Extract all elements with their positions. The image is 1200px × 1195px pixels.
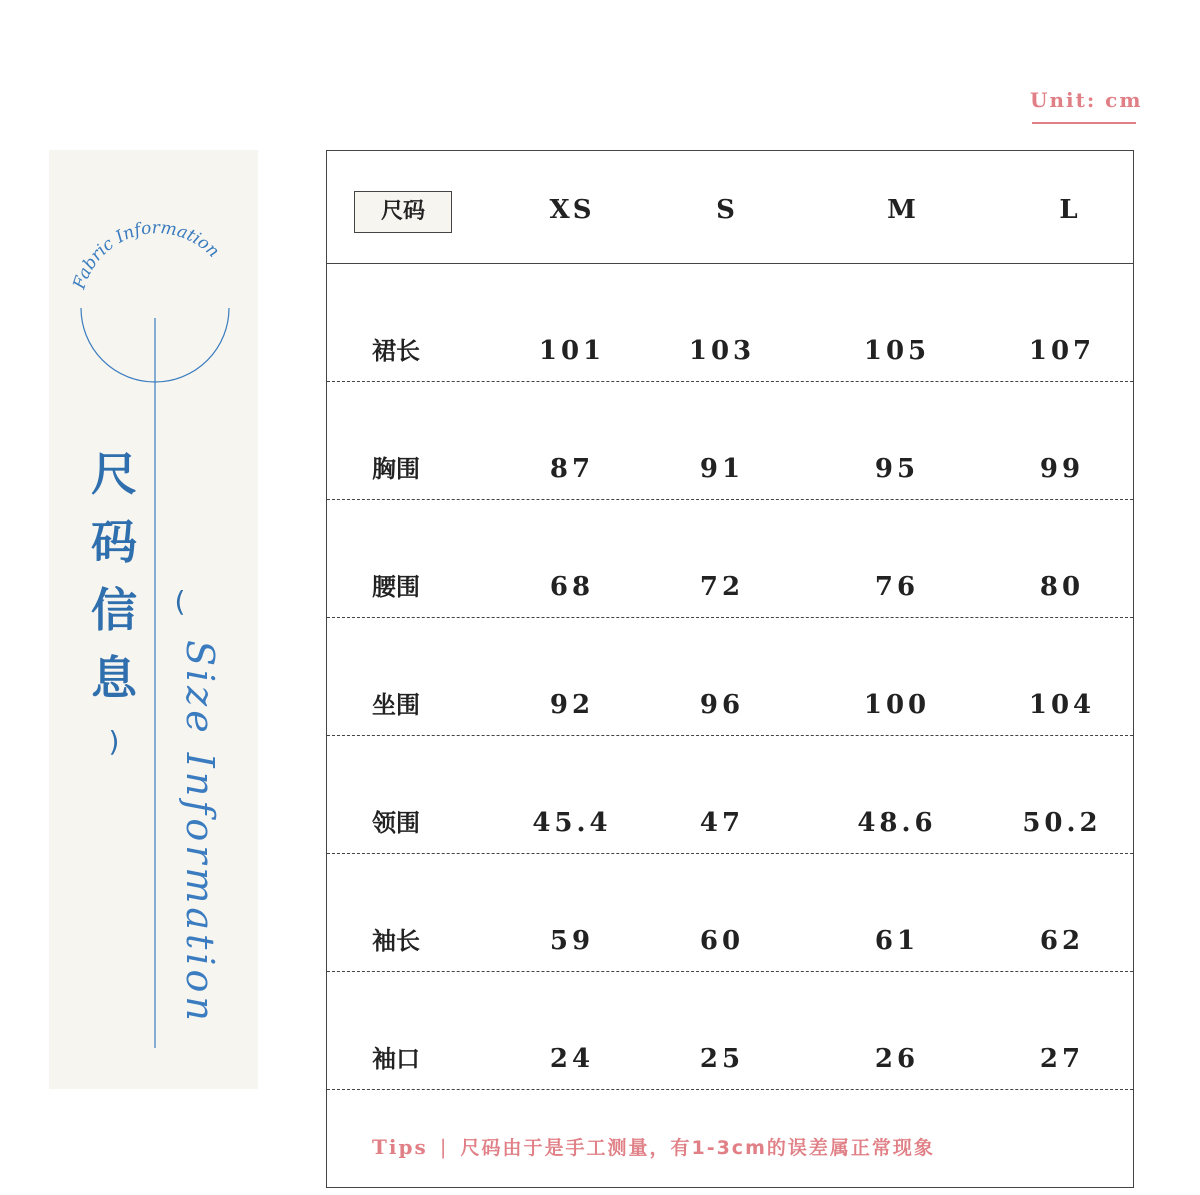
table-cell: 48.6 bbox=[857, 808, 937, 838]
row-label: 袖长 bbox=[372, 927, 420, 955]
table-row bbox=[327, 854, 1133, 972]
row-label: 裙长 bbox=[372, 337, 420, 365]
side-title-char: 码 bbox=[91, 515, 137, 569]
table-cell: 26 bbox=[874, 1044, 920, 1074]
row-label: 胸围 bbox=[372, 455, 420, 483]
table-cell: 101 bbox=[538, 336, 606, 366]
size-table bbox=[326, 150, 1134, 1188]
table-cell: 103 bbox=[688, 336, 756, 366]
table-row bbox=[327, 500, 1133, 618]
side-panel bbox=[49, 150, 258, 1089]
side-title bbox=[88, 440, 140, 712]
table-cell: 105 bbox=[863, 336, 931, 366]
unit-label: Unit: cm bbox=[1030, 88, 1143, 112]
size-header-label: 尺码 bbox=[354, 191, 452, 233]
table-cell: 45.4 bbox=[532, 808, 612, 838]
table-cell: 92 bbox=[549, 690, 595, 720]
paren-close: ) bbox=[108, 725, 120, 758]
table-cell: 60 bbox=[699, 926, 745, 956]
unit-underline bbox=[1032, 122, 1136, 124]
table-cell: 87 bbox=[549, 454, 595, 484]
size-header-m: M bbox=[887, 195, 919, 225]
tips-label: Tips bbox=[372, 1135, 428, 1159]
table-cell: 62 bbox=[1039, 926, 1085, 956]
table-cell: 100 bbox=[863, 690, 931, 720]
table-cell: 107 bbox=[1028, 336, 1096, 366]
table-row bbox=[327, 264, 1133, 382]
row-label: 腰围 bbox=[372, 573, 420, 601]
table-cell: 24 bbox=[549, 1044, 595, 1074]
table-row bbox=[327, 972, 1133, 1090]
side-title-char: 息 bbox=[91, 651, 137, 705]
vertical-english-title: Size Information bbox=[178, 640, 222, 1025]
table-row bbox=[327, 618, 1133, 736]
table-cell: 27 bbox=[1039, 1044, 1085, 1074]
table-cell: 50.2 bbox=[1022, 808, 1102, 838]
arc-text: Fabric Information bbox=[69, 218, 224, 292]
table-cell: 99 bbox=[1039, 454, 1085, 484]
size-header-xs: XS bbox=[549, 195, 595, 225]
table-cell: 59 bbox=[549, 926, 595, 956]
table-row bbox=[327, 382, 1133, 500]
paren-open: ( bbox=[174, 585, 186, 618]
table-cell: 91 bbox=[699, 454, 745, 484]
table-row bbox=[327, 736, 1133, 854]
table-cell: 72 bbox=[699, 572, 745, 602]
tips-text: 尺码由于是手工测量，有1-3cm的误差属正常现象 bbox=[460, 1137, 935, 1159]
size-header-s: S bbox=[716, 195, 738, 225]
row-label: 坐围 bbox=[372, 691, 420, 719]
table-cell: 61 bbox=[874, 926, 920, 956]
table-cell: 68 bbox=[549, 572, 595, 602]
side-title-char: 尺 bbox=[91, 447, 137, 501]
table-cell: 25 bbox=[699, 1044, 745, 1074]
table-cell: 80 bbox=[1039, 572, 1085, 602]
table-cell: 76 bbox=[874, 572, 920, 602]
table-cell: 95 bbox=[874, 454, 920, 484]
table-cell: 104 bbox=[1028, 690, 1096, 720]
tips-separator: | bbox=[439, 1135, 449, 1159]
row-divider bbox=[327, 1089, 1133, 1090]
row-label: 袖口 bbox=[372, 1045, 420, 1073]
side-title-char: 信 bbox=[91, 583, 137, 637]
table-cell: 47 bbox=[699, 808, 745, 838]
tips-note bbox=[372, 1133, 935, 1160]
side-decoration bbox=[49, 150, 258, 1089]
size-header-l: L bbox=[1059, 195, 1081, 225]
row-label: 领围 bbox=[372, 809, 420, 837]
table-cell: 96 bbox=[699, 690, 745, 720]
